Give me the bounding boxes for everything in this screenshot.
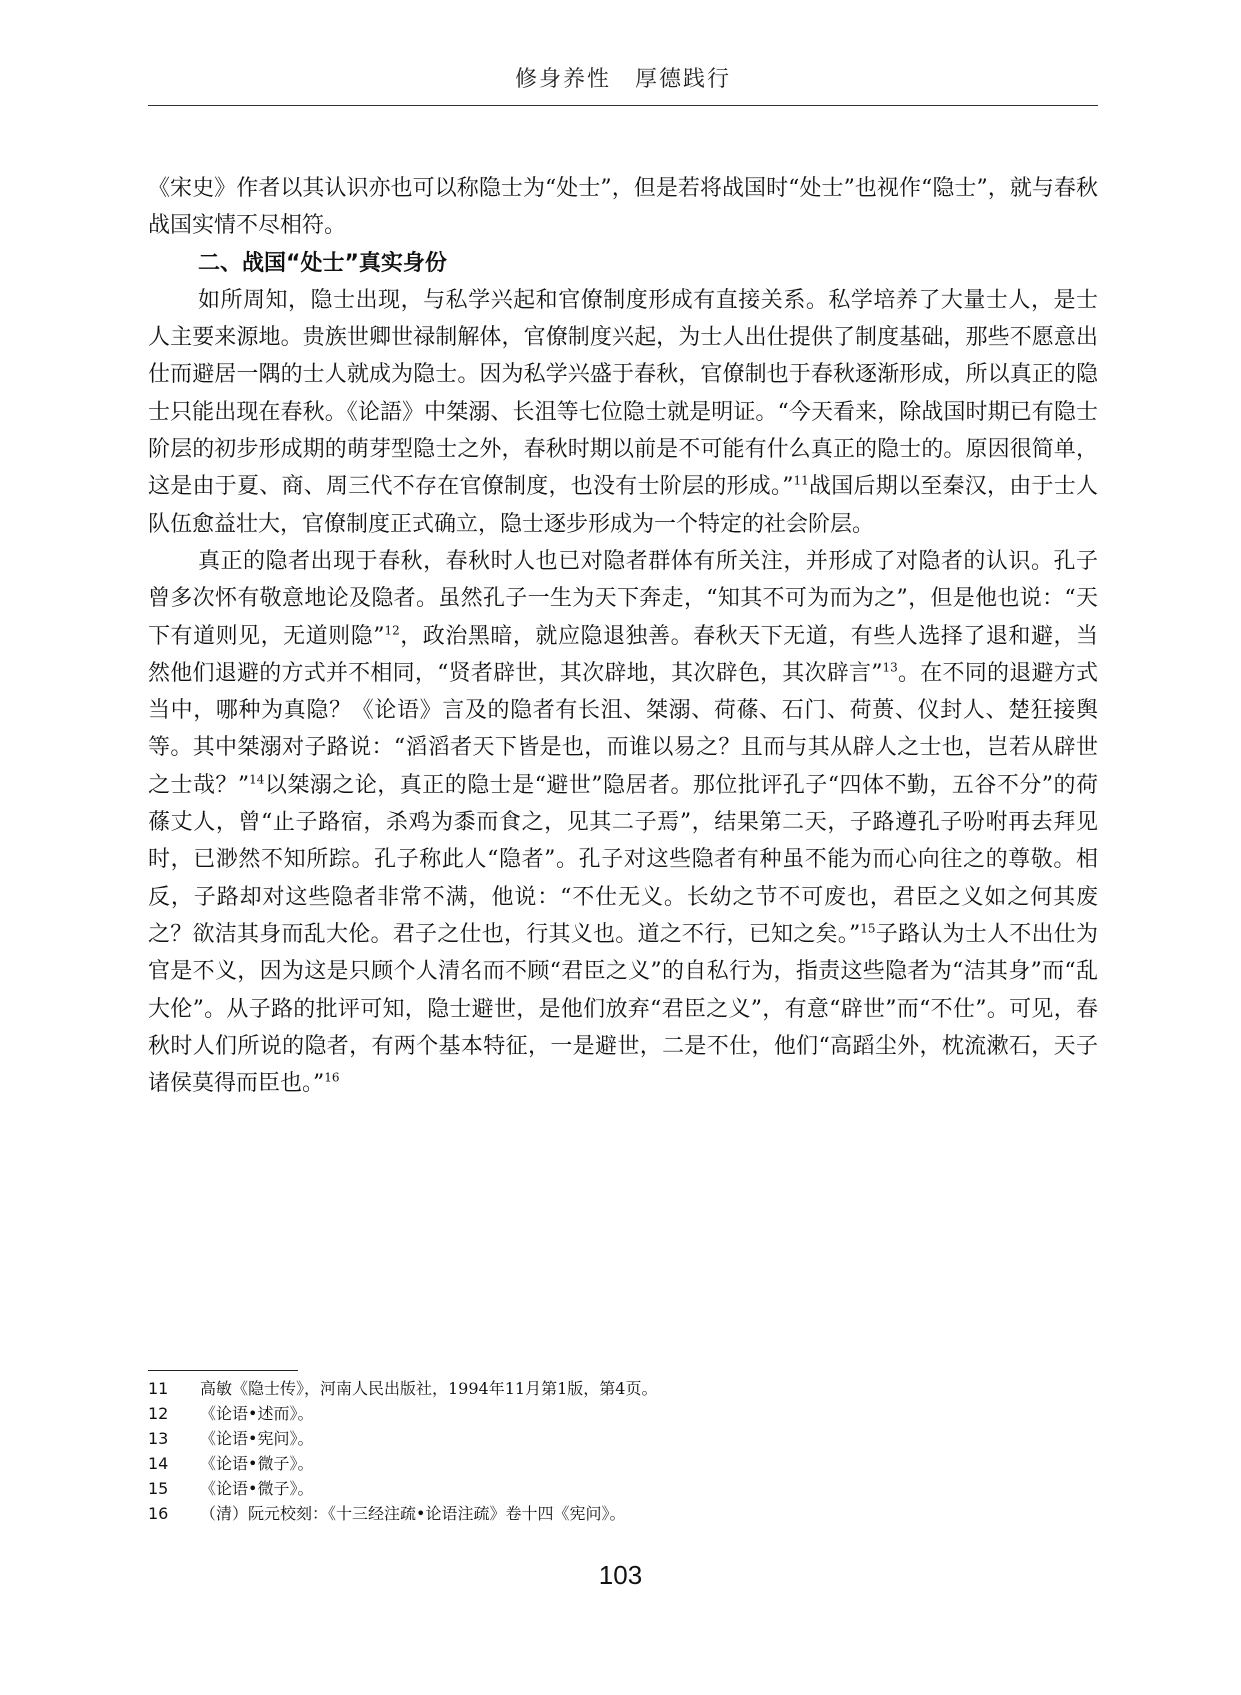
footnote-ref[interactable]: 11 (793, 474, 809, 489)
paragraph-text: 子路认为士人不出仕为官是不义，因为这是只顾个人清名而不顾“君臣之义”的自私行为，指责这些隐者为“洁其身”而“乱大伦”。从子路的批评可知，隐士避世，是他们放弃“君臣之义”，有意“辟世”而“不仕”。可见，春秋时人们所说的隐者，有两个基本特征，一是避世，二是不仕，他们“高蹈尘外，枕流漱石，天子诸侯莫得而臣也。” (148, 921, 1098, 1097)
footnote-number: 14 (148, 1454, 169, 1473)
footnote-rule (148, 1370, 298, 1371)
footnote-number: 11 (148, 1379, 169, 1398)
paragraph-text: 战国后期以至秦汉，由于士人队伍愈益壮大，官僚制度正式确立，隐士逐步形成为一个特定的社会阶层。 (148, 474, 1098, 537)
footnote-ref[interactable]: 16 (324, 1070, 340, 1085)
running-header: 修身养性 厚德践行 (514, 67, 731, 92)
paragraph-text: 以桀溺之论，真正的隐士是“避世”隐居者。那位批评孔子“四体不勤，五谷不分”的荷蓧丈人，曾“止子路宿，杀鸡为黍而食之，见其二子焉”，结果第二天，子路遵孔子吩咐再去拜见时，已渺然不知所踪。孔子称此人“隐者”。孔子对这些隐者有种虽不能为而心向往之的尊敬。相反，子路却对这些隐者非常不满，他说：“不仕无义。长幼之节不可废也，君臣之义如之何其废之？欲洁其身而乱大伦。君子之仕也，行其义也。道之不行，已知之矣。” (148, 772, 1098, 947)
paragraph (148, 282, 1098, 543)
footnote-text: 《论语•述而》。 (200, 1404, 314, 1423)
section-heading: 二、战国“处士”真实身份 (198, 250, 447, 276)
footnote (148, 1376, 1098, 1401)
footnote (148, 1476, 1098, 1501)
footnote (148, 1501, 1098, 1526)
footnote-text: 《论语•微子》。 (200, 1479, 314, 1498)
footnote-text: 《论语•微子》。 (200, 1454, 314, 1473)
footnotes (148, 1376, 1098, 1526)
footnote-ref[interactable]: 13 (882, 660, 898, 675)
paragraph-text: 。在不同的退避方式当中，哪种为真隐？《论语》言及的隐者有长沮、桀溺、荷蓧、石门、荷蒉、仪封人、楚狂接舆等。其中桀溺对子路说：“滔滔者天下皆是也，而谁以易之？且而与其从辟人之士也，岂若从辟世之士哉？” (148, 660, 1098, 798)
paragraph-text: 如所周知，隐士出现，与私学兴起和官僚制度形成有直接关系。私学培养了大量士人，是士人主要来源地。贵族世卿世禄制解体，官僚制度兴起，为士人出仕提供了制度基础，那些不愿意出仕而避居一隅的士人就成为隐士。因为私学兴盛于春秋，官僚制也于春秋逐渐形成，所以真正的隐士只能出现在春秋。《论語》中桀溺、长沮等七位隐士就是明证。“今天看来，除战国时期已有隐士阶层的初步形成期的萌芽型隐士之外，春秋时期以前是不可能有什么真正的隐士的。原因很简单，这是由于夏、商、周三代不存在官僚制度，也没有士阶层的形成。” (148, 287, 1098, 500)
footnote (148, 1401, 1098, 1426)
header-rule (148, 105, 1098, 106)
footnote-number: 16 (148, 1504, 169, 1523)
page-number: 103 (598, 1560, 643, 1590)
footnote-text: 高敏《隐士传》，河南人民出版社，1994年11月第1版，第4页。 (200, 1379, 658, 1398)
footnote (148, 1451, 1098, 1476)
footnote (148, 1426, 1098, 1451)
body-text (148, 170, 1098, 1102)
paragraph (148, 543, 1098, 1102)
footnote-number: 12 (148, 1404, 169, 1423)
footnote-ref[interactable]: 12 (384, 623, 400, 638)
paragraph-continued: 《宋史》作者以其认识亦也可以称隐士为“处士”，但是若将战国时“处士”也视作“隐士”，就与春秋战国实情不尽相符。 (148, 176, 1098, 239)
footnote-number: 13 (148, 1429, 169, 1448)
footnote-number: 15 (148, 1479, 169, 1498)
paragraph-text: ，政治黑暗，就应隐退独善。春秋天下无道，有些人选择了退和避，当然他们退避的方式并不相同，“贤者辟世，其次辟地，其次辟色，其次辟言” (148, 623, 1098, 686)
paragraph-text: 真正的隐者出现于春秋，春秋时人也已对隐者群体有所关注，并形成了对隐者的认识。孔子曾多次怀有敬意地论及隐者。虽然孔子一生为天下奔走，“知其不可为而为之”，但是他也说：“天下有道则见，无道则隐” (148, 548, 1098, 649)
footnote-ref[interactable]: 14 (249, 772, 265, 787)
footnote-ref[interactable]: 15 (860, 921, 876, 936)
footnote-text: （清）阮元校刻：《十三经注疏•论语注疏》卷十四《宪问》。 (200, 1504, 626, 1523)
footnote-text: 《论语•宪问》。 (200, 1429, 314, 1448)
